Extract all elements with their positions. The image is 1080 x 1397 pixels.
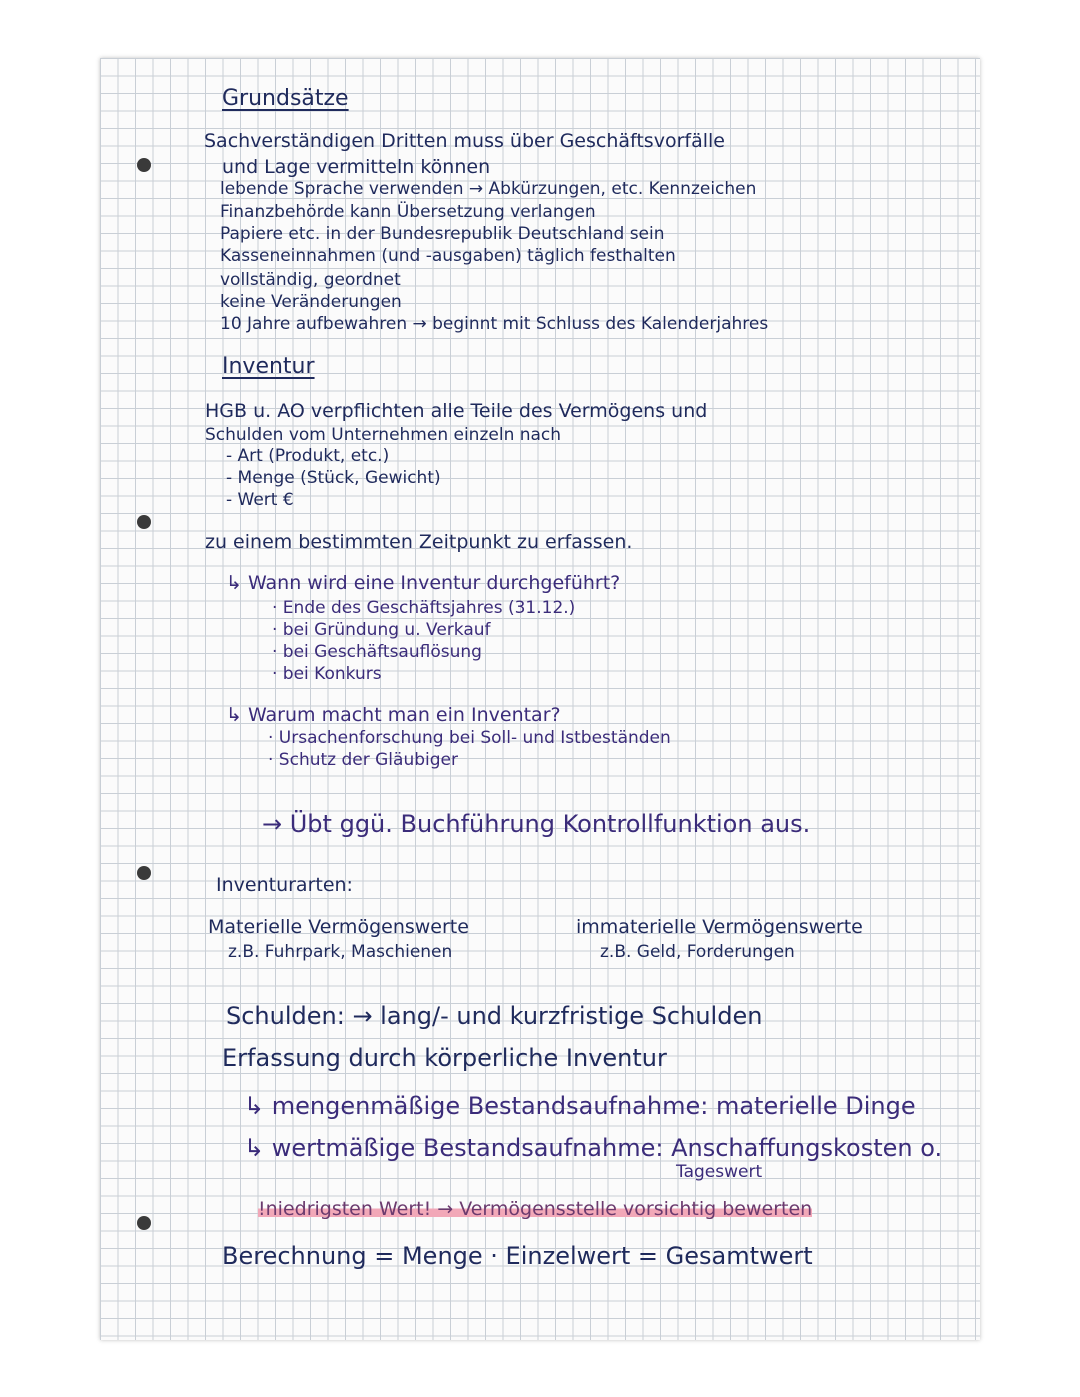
note-line: vollständig, geordnet [220,270,401,290]
section-title-grundsaetze: Grundsätze [222,86,349,111]
criteria-item: - Wert € [226,490,294,510]
when-item: · bei Konkurs [272,664,382,684]
note-line: und Lage vermitteln können [222,156,491,178]
immaterial-assets-title: immaterielle Vermögenswerte [576,916,863,938]
note-line: Sachverständigen Dritten muss über Geschäftsvorfälle [204,130,725,152]
why-item: · Schutz der Gläubiger [268,750,458,770]
when-item: · bei Gründung u. Verkauf [272,620,491,640]
formula: Berechnung = Menge · Einzelwert = Gesamtwert [222,1242,813,1270]
material-assets-example: z.B. Fuhrpark, Maschienen [228,942,453,962]
note-line: 10 Jahre aufbewahren → beginnt mit Schluss des Kalenderjahres [220,314,769,334]
criteria-item: - Menge (Stück, Gewicht) [226,468,441,488]
punch-hole [137,866,151,880]
punch-hole [137,1216,151,1230]
note-line: Kasseneinnahmen (und -ausgaben) täglich festhalten [220,246,676,266]
punch-hole [137,158,151,172]
criteria-item: - Art (Produkt, etc.) [226,446,390,466]
when-item: · Ende des Geschäftsjahres (31.12.) [272,598,576,618]
immaterial-assets-example: z.B. Geld, Forderungen [600,942,795,962]
note-line: ↳ wertmäßige Bestandsaufnahme: Anschaffungskosten o. [244,1134,943,1162]
punch-hole [137,515,151,529]
when-item: · bei Geschäftsauflösung [272,642,482,662]
note-line: Erfassung durch körperliche Inventur [222,1044,667,1072]
note-line: Tageswert [676,1162,763,1182]
control-function: → Übt ggü. Buchführung Kontrollfunktion aus. [262,810,811,838]
note-line: Schulden vom Unternehmen einzeln nach [205,425,562,445]
question-when: ↳ Wann wird eine Inventur durchgeführt? [226,572,621,594]
note-line: Schulden: → lang/- und kurzfristige Schulden [226,1002,763,1030]
note-line: lebende Sprache verwenden → Abkürzungen, etc. Kennzeichen [220,179,757,199]
section-title-inventur: Inventur [222,354,315,379]
why-item: · Ursachenforschung bei Soll- und Istbeständen [268,728,671,748]
note-line: keine Veränderungen [220,292,402,312]
note-line: Finanzbehörde kann Übersetzung verlangen [220,202,596,222]
section-title-inventurarten: Inventurarten: [216,874,353,896]
note-line: HGB u. AO verpflichten alle Teile des Vermögens und [205,400,708,422]
material-assets-title: Materielle Vermögenswerte [208,916,469,938]
note-line: zu einem bestimmten Zeitpunkt zu erfassen. [205,531,633,553]
note-line: ↳ mengenmäßige Bestandsaufnahme: materielle Dinge [244,1092,916,1120]
note-line: Papiere etc. in der Bundesrepublik Deutschland sein [220,224,665,244]
highlight-note: !niedrigsten Wert! → Vermögensstelle vorsichtig bewerten [258,1198,813,1220]
question-why: ↳ Warum macht man ein Inventar? [226,704,561,726]
